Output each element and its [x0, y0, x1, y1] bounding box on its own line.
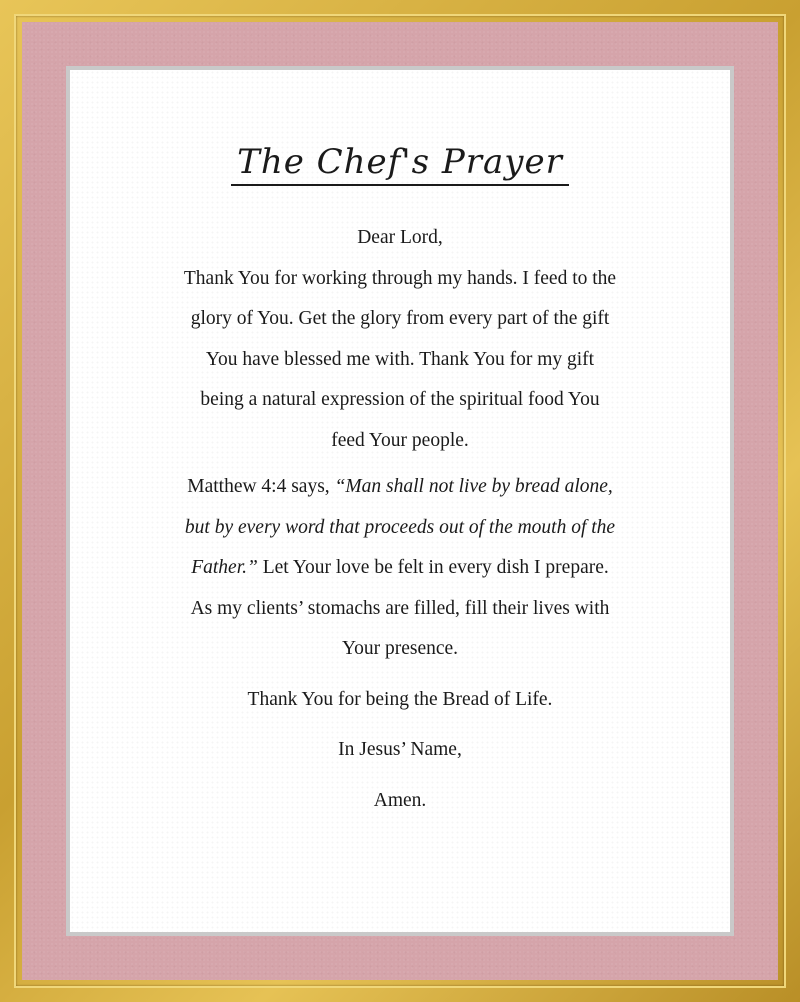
paragraph1-line: being a natural expression of the spiritual food You — [200, 389, 600, 410]
paragraph2-line: As my clients’ stomachs are filled, fill their lives with — [190, 597, 610, 619]
title-wrap — [70, 142, 730, 186]
scripture-quote: but by every word that proceeds out of the mouth of the — [184, 516, 616, 538]
paragraph2-text: Let Your love be felt in every dish I prepare. — [257, 557, 609, 578]
paragraph2-line — [110, 508, 690, 549]
prayer-body — [110, 218, 690, 821]
prayer-title: The Chef's Prayer — [231, 142, 569, 186]
paragraph2-line — [110, 548, 690, 589]
scripture-quote: Father.” — [191, 557, 258, 578]
scripture-quote: “Man shall not live by bread alone, — [334, 476, 613, 497]
closing-line: In Jesus’ Name, — [338, 739, 462, 760]
paragraph2-line — [110, 467, 690, 508]
paragraph1-line: glory of You. Get the glory from every part of the gift — [190, 308, 610, 329]
scripture-reference: Matthew 4:4 says, — [187, 476, 335, 497]
prayer-paper — [70, 70, 730, 932]
greeting: Dear Lord, — [357, 227, 443, 248]
paragraph1-line: Thank You for working through my hands. I feed to the — [183, 267, 617, 289]
amen-line: Amen. — [373, 789, 427, 811]
paragraph1-line: feed Your people. — [331, 429, 469, 451]
thanks-line: Thank You for being the Bread of Life. — [247, 688, 553, 710]
paragraph1-line: You have blessed me with. Thank You for my gift — [205, 348, 595, 370]
paragraph2-line: Your presence. — [341, 638, 459, 659]
